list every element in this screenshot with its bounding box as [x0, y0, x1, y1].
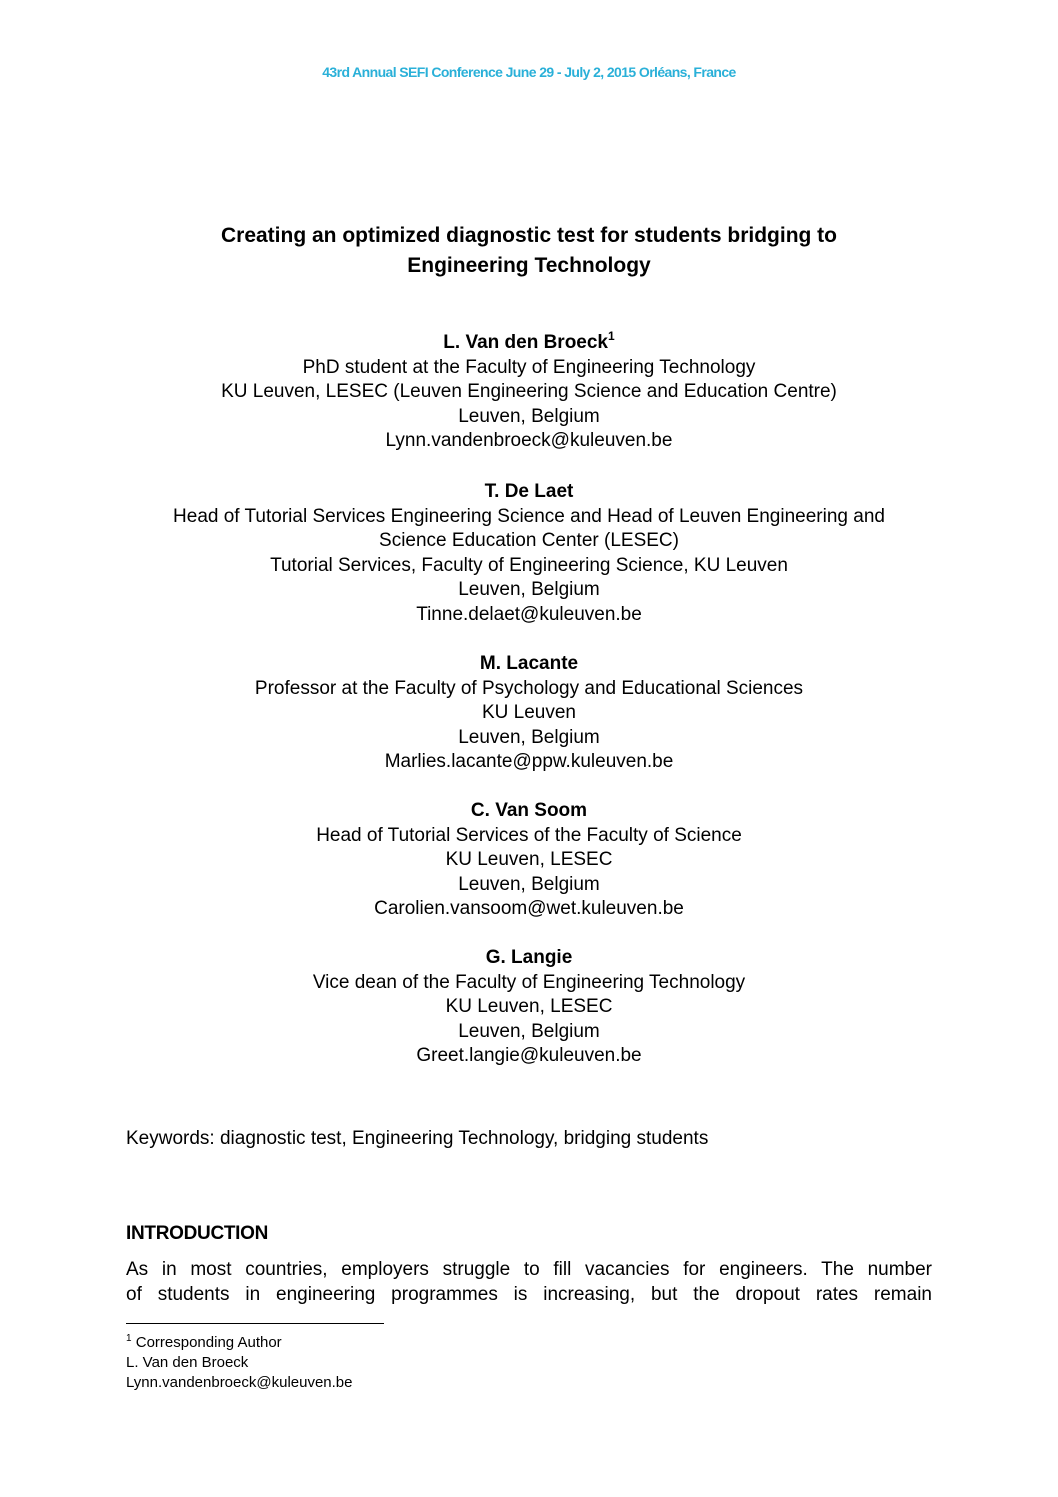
- author-block-de-laet: [80, 480, 978, 628]
- author-affiliation-line: Professor at the Faculty of Psychology and Educational Sciences: [254, 677, 804, 699]
- section-heading-introduction: INTRODUCTION: [126, 1223, 269, 1244]
- author-email: Marlies.lacante@ppw.kuleuven.be: [384, 751, 674, 773]
- author-name: C. Van Soom: [470, 800, 588, 821]
- footnote-label-line: [126, 1333, 353, 1353]
- paper-title: [100, 221, 958, 281]
- conference-header: 43rd Annual SEFI Conference June 29 - July 2, 2015 Orléans, France: [322, 64, 736, 80]
- paragraph-line: of students in engineering programmes is increasing, but the dropout rates remain: [126, 1283, 932, 1305]
- footnote-name: L. Van den Broeck: [126, 1354, 249, 1371]
- author-name: M. Lacante: [479, 653, 579, 674]
- footnote-email: Lynn.vandenbroeck@kuleuven.be: [126, 1374, 353, 1391]
- author-affiliation-line: Leuven, Belgium: [458, 579, 600, 601]
- author-name: G. Langie: [485, 947, 573, 968]
- author-block-langie: [80, 946, 978, 1069]
- footnote-divider: [126, 1323, 384, 1324]
- author-affiliation-line: Leuven, Belgium: [458, 726, 600, 748]
- keywords: Keywords: diagnostic test, Engineering Technology, bridging students: [126, 1128, 709, 1149]
- author-affiliation-line: Leuven, Belgium: [458, 405, 600, 427]
- paragraph-line: As in most countries, employers struggle to fill vacancies for engineers. The number: [126, 1259, 932, 1280]
- author-affiliation-line: Head of Tutorial Services Engineering Science and Head of Leuven Engineering and: [173, 505, 885, 527]
- author-affiliation-line: Head of Tutorial Services of the Faculty of Science: [316, 824, 742, 846]
- author-name: T. De Laet: [484, 481, 574, 502]
- author-affiliation-line: Leuven, Belgium: [458, 1020, 600, 1042]
- author-affiliation-line: KU Leuven, LESEC: [445, 996, 613, 1018]
- introduction-paragraph: [126, 1258, 932, 1307]
- author-email: Greet.langie@kuleuven.be: [416, 1045, 642, 1067]
- author-name-text: L. Van den Broeck: [443, 332, 609, 353]
- author-affiliation-line: Science Education Center (LESEC): [379, 530, 679, 552]
- author-block-van-soom: [80, 799, 978, 922]
- title-line-1: Creating an optimized diagnostic test for students bridging to: [220, 224, 837, 247]
- footnote-mark: 1: [126, 1333, 132, 1344]
- footnote: [126, 1333, 353, 1393]
- footnote-marker: 1: [608, 328, 615, 343]
- author-email: Carolien.vansoom@wet.kuleuven.be: [374, 898, 684, 920]
- author-affiliation-line: PhD student at the Faculty of Engineering Technology: [302, 356, 756, 378]
- author-email: Lynn.vandenbroeck@kuleuven.be: [385, 430, 673, 452]
- footnote-label: Corresponding Author: [135, 1334, 282, 1351]
- author-affiliation-line: KU Leuven, LESEC: [445, 849, 613, 871]
- author-email: Tinne.delaet@kuleuven.be: [416, 603, 642, 625]
- author-affiliation-line: Vice dean of the Faculty of Engineering Technology: [312, 971, 746, 993]
- author-affiliation-line: KU Leuven, LESEC (Leuven Engineering Science and Education Centre): [221, 381, 837, 403]
- author-affiliation-line: Tutorial Services, Faculty of Engineering Science, KU Leuven: [270, 554, 788, 576]
- title-line-2: Engineering Technology: [407, 254, 651, 277]
- author-block-lacante: [80, 652, 978, 775]
- author-affiliation-line: KU Leuven: [481, 702, 576, 724]
- author-block-van-den-broeck: [80, 328, 978, 454]
- author-affiliation-line: Leuven, Belgium: [458, 873, 600, 895]
- author-name: [80, 328, 978, 356]
